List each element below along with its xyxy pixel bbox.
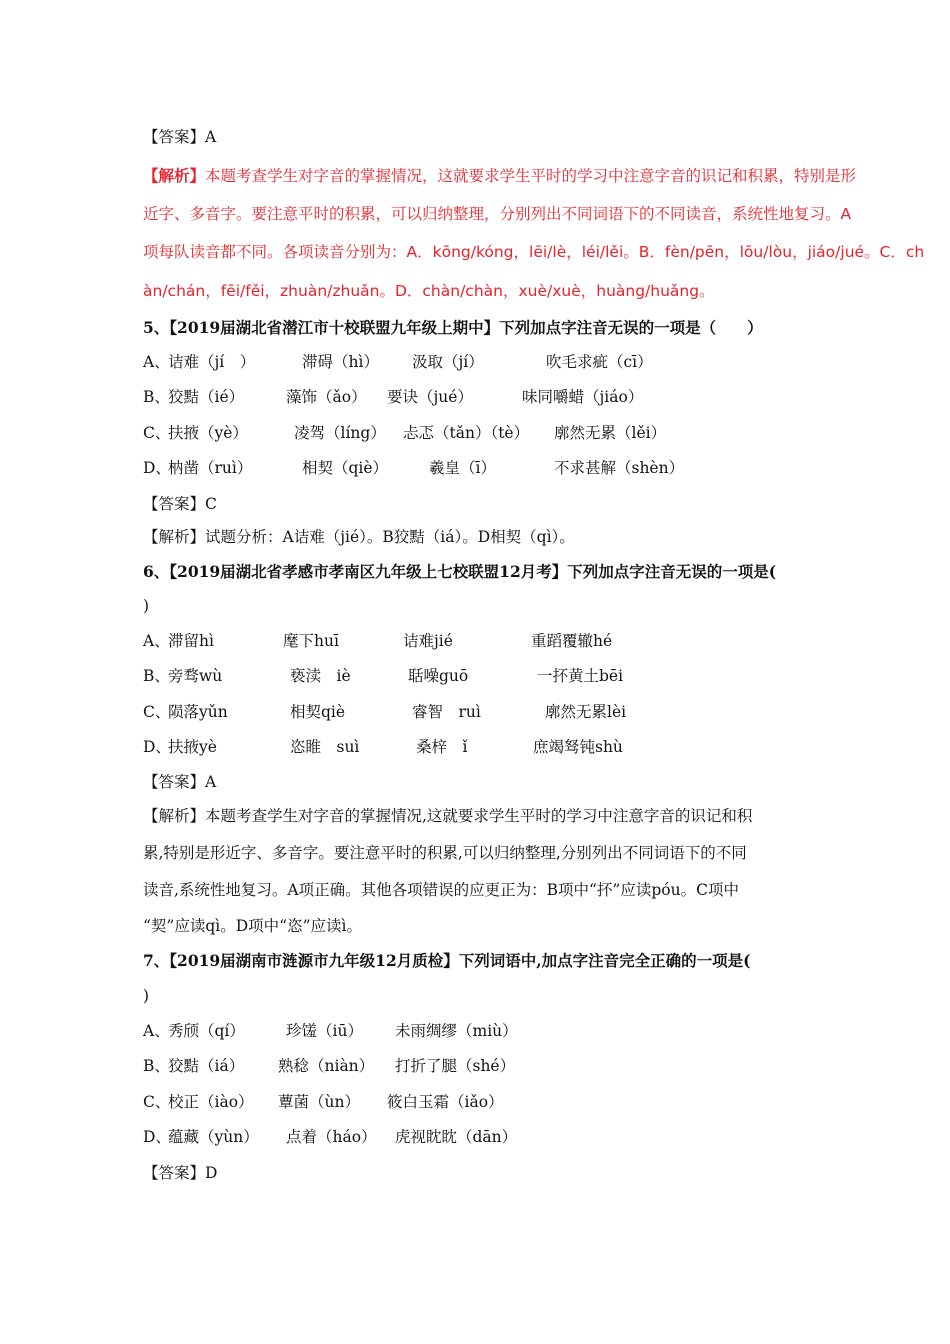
option-label: A、 <box>143 632 170 650</box>
option-item: 吹毛求疵（cī） <box>546 353 653 371</box>
option-item: 蕴藏（yùn） <box>168 1128 259 1146</box>
option-item: 睿智 ruì <box>412 703 481 721</box>
analysis-label: 【解析】 <box>143 167 206 185</box>
option-label: B、 <box>143 1057 170 1075</box>
option-item: 诘难（jí ） <box>168 353 256 371</box>
option-item: 凌驾（líng） <box>294 424 386 442</box>
analysis-prev-line-3: 项每队读音都不同。各项读音分别为：A．kōng/kóng，lēi/lè，léi/lěi。B．fèn/pēn，lōu/lòu，jiáo/jué。C．ch <box>143 243 925 261</box>
option-item: 要诀（jué） <box>387 388 473 406</box>
option-item: 羲皇（ī） <box>429 459 496 477</box>
option-item: 庶竭驽钝shù <box>533 738 623 756</box>
option-item: 狡黠（iá） <box>168 1057 245 1075</box>
option-label: C、 <box>143 703 171 721</box>
q7-answer: 【答案】D <box>143 1164 218 1182</box>
q6-analysis-line-4: “契”应读qì。D项中“恣”应读ì。 <box>143 917 362 935</box>
option-item: 狡黠（ié） <box>168 388 245 406</box>
analysis-text: 本题考查学生对字音的掌握情况，这就要求学生平时的学习中注意字音的识记和积累，特别是形 <box>205 167 857 185</box>
option-item: 点着（háo） <box>286 1128 377 1146</box>
option-item: 相契qiè <box>290 703 346 721</box>
option-item: 旁骛wù <box>168 667 223 685</box>
option-label: C、 <box>143 1093 171 1111</box>
analysis-prev-line-4: àn/chán，fēi/fěi，zhuàn/zhuǎn。D．chàn/chàn，xuè/xuè，huàng/huǎng。 <box>143 282 715 300</box>
q6-title: 6、【2019届湖北省孝感市孝南区九年级上七校联盟12月考】下列加点字注音无误的一项是( <box>143 562 777 581</box>
q6-analysis-line-3: 读音,系统性地复习。A项正确。其他各项错误的应更正为：B项中“抔”应读póu。C项中 <box>143 881 739 899</box>
q5-answer: 【答案】C <box>143 495 217 513</box>
q6-title-close: ) <box>143 597 150 615</box>
option-item: 相契（qiè） <box>302 459 389 477</box>
option-label: A、 <box>143 1022 170 1040</box>
option-label: B、 <box>143 667 170 685</box>
option-item: 麾下huī <box>283 632 339 650</box>
answer-prev: 【答案】A <box>143 128 217 146</box>
option-item: 亵渎 iè <box>290 667 351 685</box>
option-label: C、 <box>143 424 171 442</box>
q7-title-close: ) <box>143 987 150 1005</box>
analysis-prev-line-1 <box>143 166 856 186</box>
option-item: 不求甚解（shèn） <box>554 459 685 477</box>
option-item: 廓然无累lèi <box>545 703 627 721</box>
option-item: 筱白玉霜（iǎo） <box>387 1093 504 1111</box>
option-item: 桑梓 ǐ <box>416 738 468 756</box>
option-item: 汲取（jí） <box>412 353 484 371</box>
option-label: D、 <box>143 459 171 477</box>
option-item: 珍馐（iū） <box>286 1022 363 1040</box>
option-item: 虎视眈眈（dān） <box>395 1128 518 1146</box>
option-label: D、 <box>143 1128 171 1146</box>
option-item: 蕈菌（ùn） <box>278 1093 360 1111</box>
option-item: 味同嚼蜡（jiáo） <box>522 388 644 406</box>
option-item: 一抔黄土bēi <box>537 667 624 685</box>
option-item: 藻饰（ǎo） <box>286 388 367 406</box>
analysis-prev-line-2: 近字、多音字。要注意平时的积累，可以归纳整理，分别列出不同词语下的不同读音，系统性地复习。A <box>143 205 852 223</box>
option-item: 校正（iào） <box>168 1093 254 1111</box>
option-item: 重蹈覆辙hé <box>531 632 613 650</box>
option-item: 陨落yǔn <box>168 703 228 721</box>
option-item: 滞留hì <box>168 632 214 650</box>
option-item: 未雨绸缪（miù） <box>395 1022 518 1040</box>
option-item: 恣睢 suì <box>290 738 360 756</box>
q5-analysis: 【解析】试题分析：A诘难（jié）。B狡黠（iá）。D相契（qì）。 <box>143 528 575 546</box>
option-item: 滞碍（hì） <box>302 353 379 371</box>
option-item: 扶掖（yè） <box>168 424 248 442</box>
q6-analysis-line-1: 【解析】本题考查学生对字音的掌握情况,这就要求学生平时的学习中注意字音的识记和积 <box>143 807 753 825</box>
option-item: 秀颀（qí） <box>168 1022 245 1040</box>
q6-answer: 【答案】A <box>143 773 217 791</box>
q7-title: 7、【2019届湖南市涟源市九年级12月质检】下列词语中,加点字注音完全正确的一项是( <box>143 951 751 970</box>
option-item: 廓然无累（lěi） <box>554 424 667 442</box>
q5-title: 5、【2019届湖北省潜江市十校联盟九年级上期中】下列加点字注音无误的一项是（ ） <box>143 318 763 337</box>
option-label: D、 <box>143 738 171 756</box>
option-item: 聒噪guō <box>408 667 469 685</box>
option-label: B、 <box>143 388 170 406</box>
option-item: 熟稔（niàn） <box>278 1057 375 1075</box>
option-item: 诘难jié <box>403 632 453 650</box>
option-item: 扶掖yè <box>168 738 217 756</box>
option-item: 打折了腿（shé） <box>395 1057 516 1075</box>
option-item: 枘凿（ruì） <box>168 459 253 477</box>
option-item: 忐忑（tǎn）（tè） <box>403 424 530 442</box>
q6-analysis-line-2: 累,特别是形近字、多音字。要注意平时的积累,可以归纳整理,分别列出不同词语下的不同 <box>143 844 747 862</box>
option-label: A、 <box>143 353 170 371</box>
